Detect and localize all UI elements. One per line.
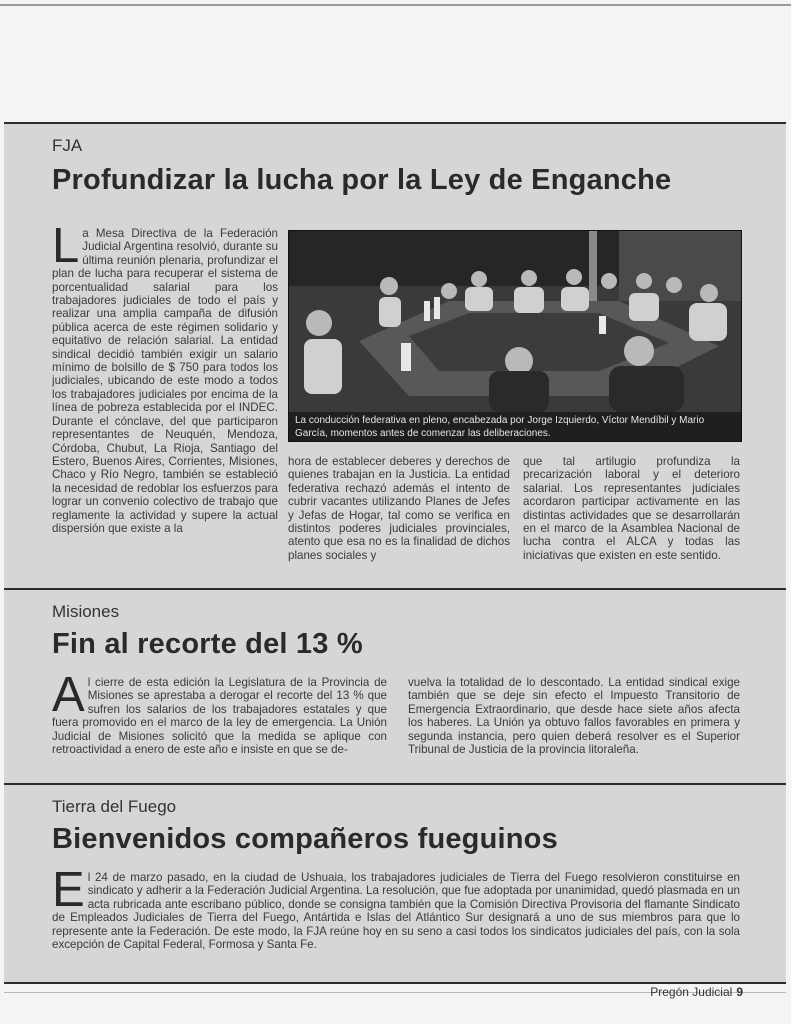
article-kicker: Tierra del Fuego xyxy=(52,797,177,816)
page-footer xyxy=(650,985,743,999)
article-column-3: que tal artilugio profundiza la precarización laboral y el deterioro salarial. Los representantes judiciales acordaron participar activamente en las distintas actividades que se desarrollarán en el marco de la Asamblea Nacional de lucha contra el ALCA y todas las iniciativas que existen en este sentido. xyxy=(523,455,740,562)
article-misiones xyxy=(4,588,786,783)
article-text: l cierre de esta edición la Legislatura de la Provincia de Misiones se aprestaba a derogar el recorte del 13 % que sufren los salarios de los trabajadores estatales y que fuera promovido en el marco de la ley de emergencia. La Unión Judicial de Misiones solicitó que la medida se aplique con retroactividad a enero de este año e insiste en que se de- xyxy=(52,676,387,757)
article-text: a Mesa Directiva de la Federación Judicial Argentina resolvió, durante su última reunión plenaria, profundizar el plan de lucha para recuperar el sistema de porcentualidad salarial para los trabajadores judiciales de todo el país y realizar una amplia campaña de difusión pública acerca de este régimen solidario y equitativo de relación salarial. La entidad sindical decidió también exigir un salario mínimo de bolsillo de $ 750 para todos los judiciales, ubicando de este modo a todos los trabajadores judiciales por encima de la línea de pobreza establecida por el INDEC. Durante el cónclave, del que participaron representantes de Neuquén, Mendoza, Córdoba, Chubut, La Rioja, Santiago del Estero, Buenos Aires, Corrientes, Misiones, Chaco y Río Negro, también se estableció la necesidad de redoblar los esfuerzos para lograr un convenio colectivo de trabajo que reglamente la actividad y supere la actual dispersión que existe a la xyxy=(52,227,278,535)
article-tierra-del-fuego xyxy=(4,783,786,984)
publication-name: Pregón Judicial xyxy=(650,985,733,999)
page-number: 9 xyxy=(736,985,743,999)
article-column-2: hora de establecer deberes y derechos de quienes trabajan en la Justicia. La entidad federativa rechazó además el intento de cubrir vacantes utilizando Planes de Jefes y Jefas de Hogar, tal como se verifica en distintos poderes judiciales provinciales, atento que esa no es la finalidad de dichos planes sociales y xyxy=(288,455,510,562)
article-headline: Fin al recorte del 13 % xyxy=(52,628,363,660)
drop-cap: A xyxy=(52,676,85,722)
article-photo xyxy=(288,230,742,442)
drop-cap: L xyxy=(52,227,80,273)
top-rule xyxy=(0,4,791,6)
article-body xyxy=(52,871,740,971)
drop-cap: E xyxy=(52,871,85,917)
article-text: l 24 de marzo pasado, en la ciudad de Ushuaia, los trabajadores judiciales de Tierra del Fuego resolvieron constituirse en sindicato y adherir a la Federación Judicial Argentina. La resolución, que fue adoptada por unanimidad, quedó plasmada en un acta rubricada ante escribano público, donde se consigna también que la Comisión Directiva Provisoria del flamante Sindicato de Empleados Judiciales de Tierra del Fuego, Antártida e Islas del Atlántico Sur designará a uno de sus miembros para que lo represente ante la Federación. De este modo, la FJA reúne hoy en su seno a casi todos los sindicatos judiciales del país, con la sola excepción de Capital Federal, Formosa y Santa Fe. xyxy=(52,871,740,952)
meeting-photo-illustration xyxy=(289,231,741,412)
article-kicker: Misiones xyxy=(52,602,120,621)
article-fja xyxy=(4,122,786,588)
article-kicker: FJA xyxy=(52,136,83,155)
photo-caption: La conducción federativa en pleno, encabezada por Jorge Izquierdo, Víctor Mendíbil y Mario García, momentos antes de comenzar las deliberaciones. xyxy=(289,412,741,441)
article-column-1 xyxy=(52,227,278,573)
article-column-1 xyxy=(52,676,387,770)
article-column-2: vuelva la totalidad de lo descontado. La entidad sindical exige también que se deje sin efecto el Impuesto Transitorio de Emergencia Extraordinario, que desde hace siete años afecta los haberes. La Unión ya obtuvo fallos favorables en primera y segunda instancia, pero quien deberá resolver es el Superior Tribunal de Justicia de la provincia litoraleña. xyxy=(408,676,740,757)
article-headline: Bienvenidos compañeros fueguinos xyxy=(52,823,558,855)
article-headline: Profundizar la lucha por la Ley de Enganche xyxy=(52,164,672,196)
